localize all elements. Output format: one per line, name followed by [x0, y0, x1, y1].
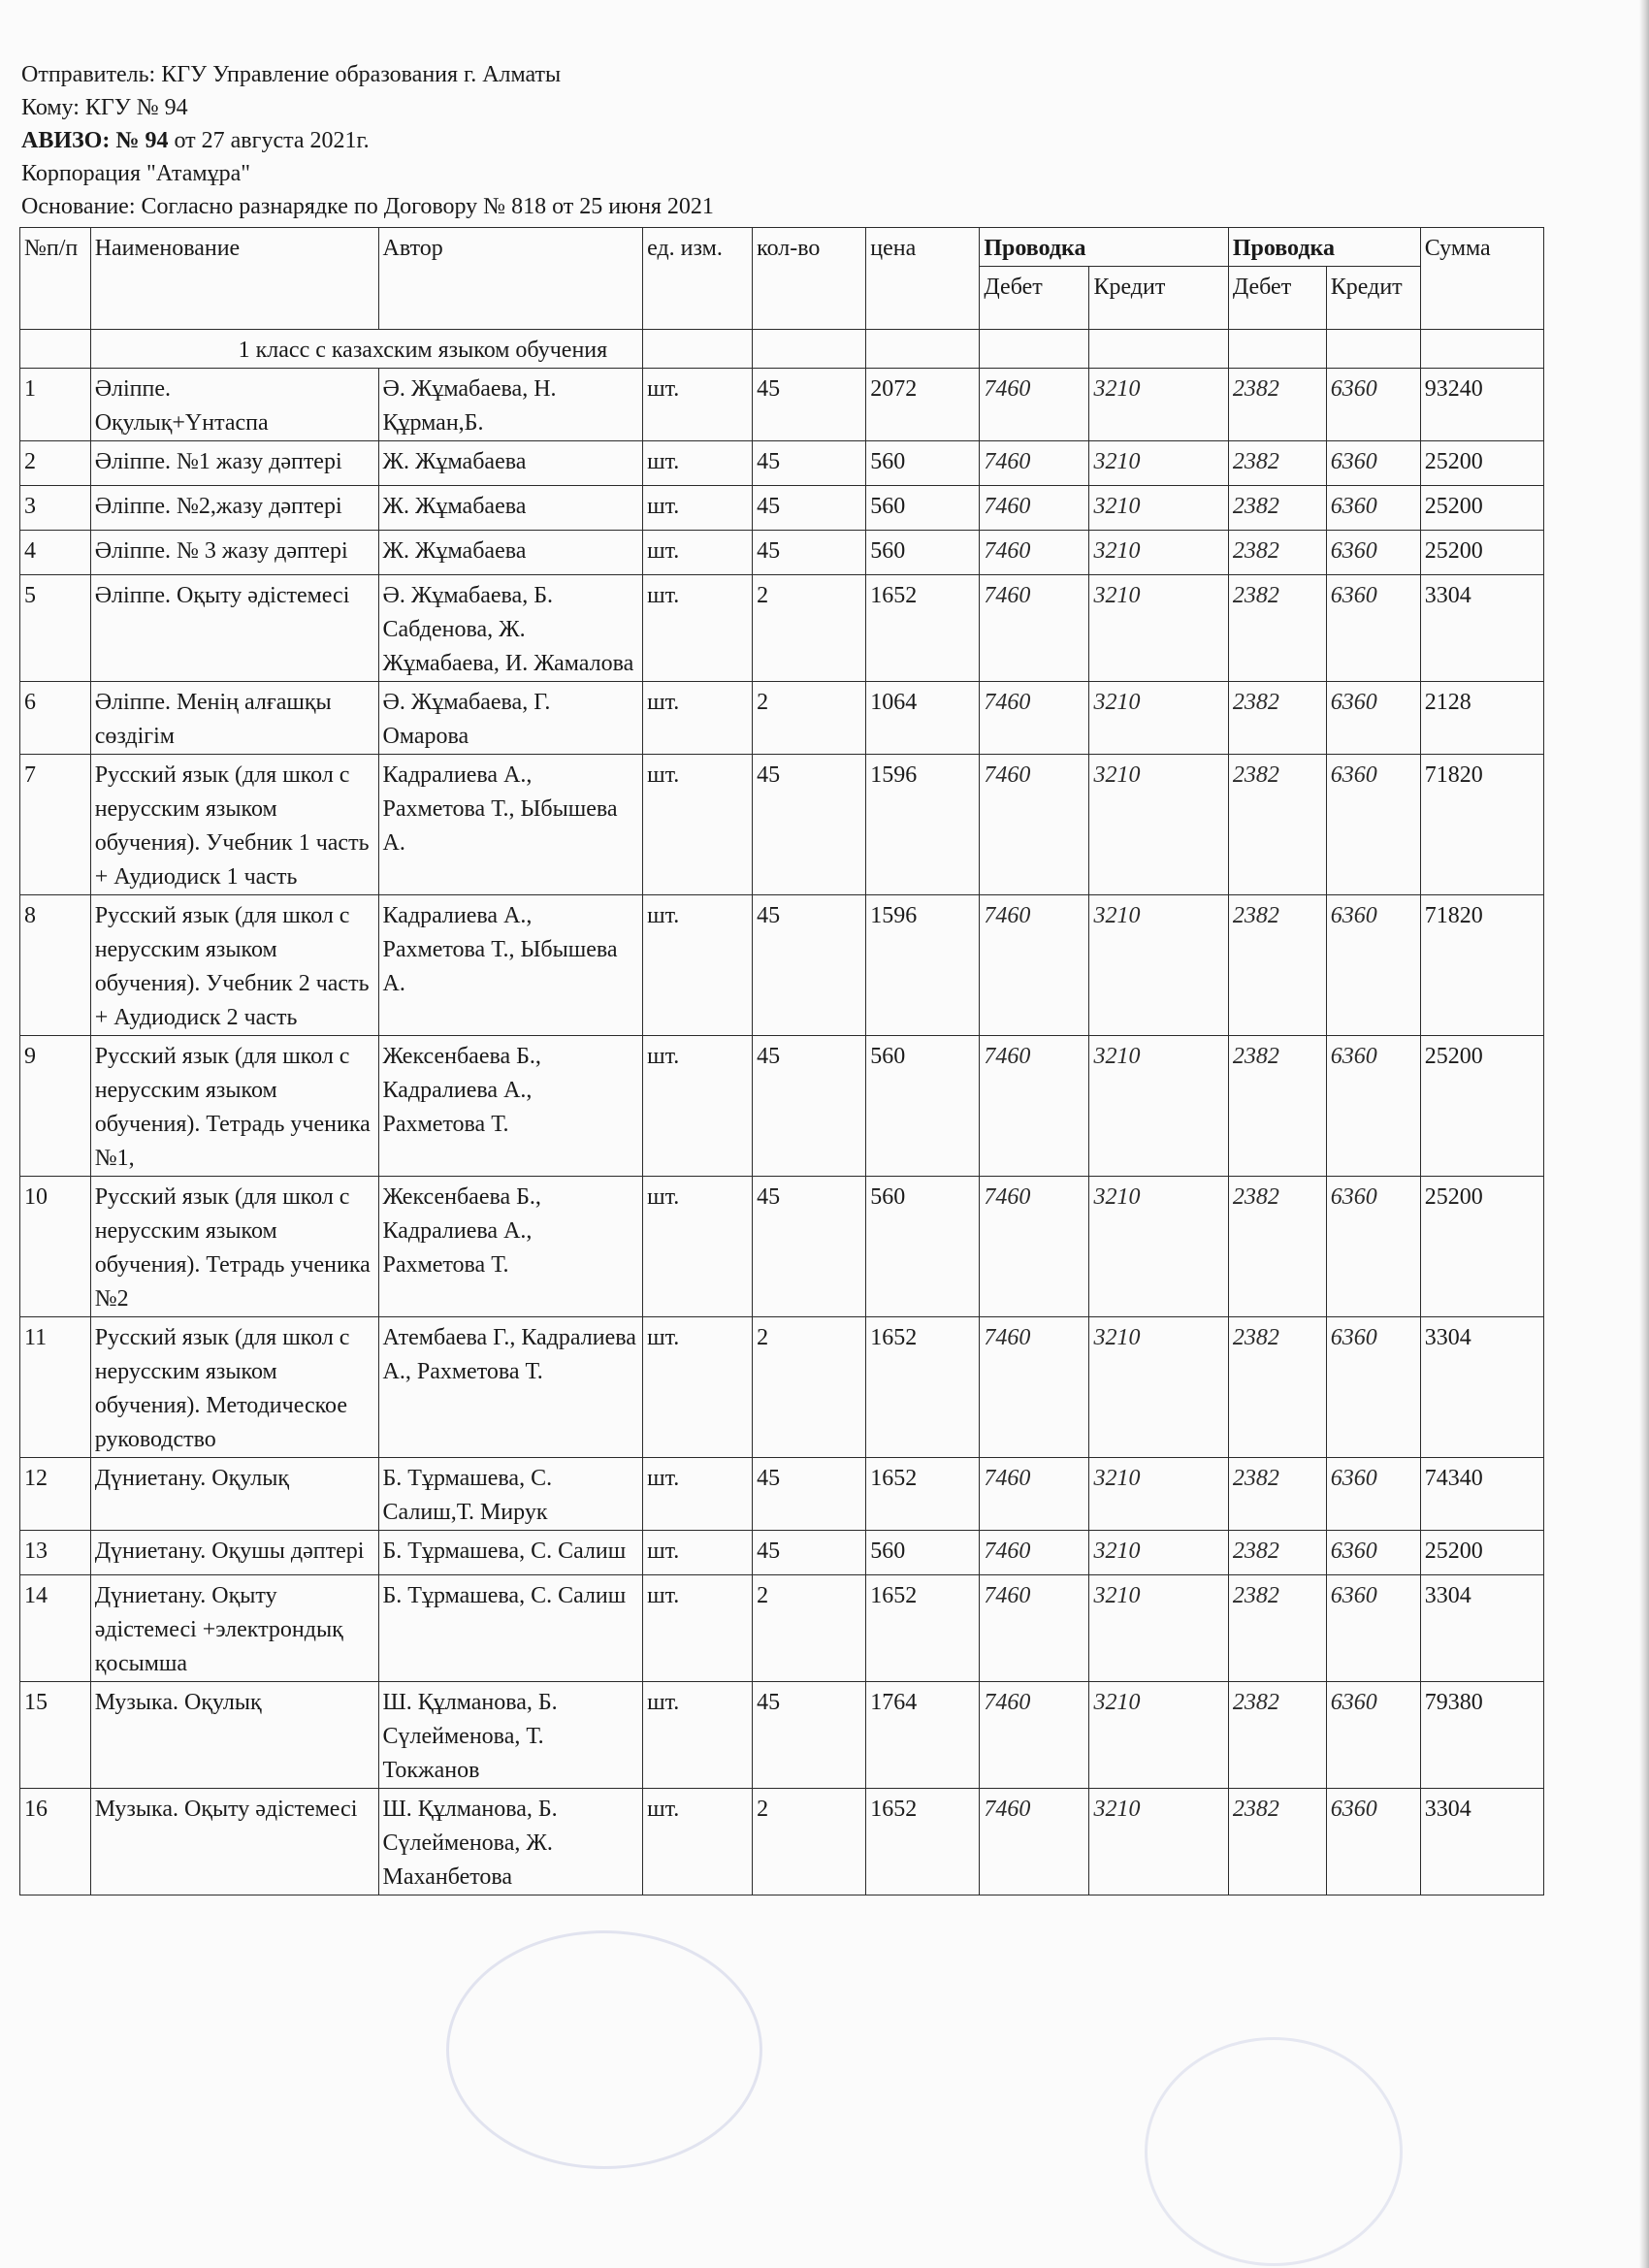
- posting1-credit: 3210: [1089, 575, 1228, 682]
- item-unit: шт.: [643, 1789, 753, 1895]
- item-unit: шт.: [643, 755, 753, 895]
- item-sum: 2128: [1420, 682, 1543, 755]
- row-number: 8: [20, 895, 91, 1036]
- posting1-debit: 7460: [980, 755, 1089, 895]
- posting1-credit: 3210: [1089, 682, 1228, 755]
- item-sum: 79380: [1420, 1682, 1543, 1789]
- stamp-ghost-2: [1145, 2037, 1403, 2266]
- item-quantity: 45: [753, 486, 866, 531]
- posting1-credit: 3210: [1089, 1458, 1228, 1531]
- item-name: Әліппе. Менің алғашқы сөздігім: [90, 682, 378, 755]
- posting2-debit: 2382: [1228, 1036, 1326, 1177]
- document-header: [21, 58, 1535, 223]
- item-sum: 25200: [1420, 1177, 1543, 1317]
- table-row: [20, 486, 1544, 531]
- row-number: 5: [20, 575, 91, 682]
- row-number: 13: [20, 1531, 91, 1575]
- row-number: 12: [20, 1458, 91, 1531]
- posting2-credit: 6360: [1326, 486, 1420, 531]
- item-name: Дүниетану. Оқыту әдістемесі +электрондық қосымша: [90, 1575, 378, 1682]
- posting1-debit: 7460: [980, 486, 1089, 531]
- item-unit: шт.: [643, 1177, 753, 1317]
- item-quantity: 2: [753, 1575, 866, 1682]
- item-author: Кадралиева А., Рахметова Т., Ыбышева А.: [378, 755, 643, 895]
- item-sum: 71820: [1420, 895, 1543, 1036]
- col-header-sum: Сумма: [1420, 228, 1543, 330]
- row-number: 14: [20, 1575, 91, 1682]
- posting2-debit: 2382: [1228, 1575, 1326, 1682]
- posting1-debit: 7460: [980, 575, 1089, 682]
- posting1-credit: 3210: [1089, 486, 1228, 531]
- item-price: 1652: [866, 1789, 980, 1895]
- posting2-credit: 6360: [1326, 1458, 1420, 1531]
- item-name: Русский язык (для школ с нерусским языком обучения). Учебник 1 часть + Аудиодиск 1 часть: [90, 755, 378, 895]
- item-sum: 3304: [1420, 575, 1543, 682]
- row-number: 16: [20, 1789, 91, 1895]
- posting1-debit: 7460: [980, 895, 1089, 1036]
- avizo-number: АВИЗО: № 94: [21, 128, 169, 153]
- posting1-credit: 3210: [1089, 369, 1228, 441]
- item-quantity: 45: [753, 1036, 866, 1177]
- col-header-posting-1: Проводка: [980, 228, 1228, 267]
- table-row: [20, 1317, 1544, 1458]
- posting1-credit: 3210: [1089, 1531, 1228, 1575]
- posting2-debit: 2382: [1228, 1317, 1326, 1458]
- row-number: 4: [20, 531, 91, 575]
- item-unit: шт.: [643, 1036, 753, 1177]
- item-unit: шт.: [643, 1575, 753, 1682]
- table-row: [20, 575, 1544, 682]
- item-price: 1652: [866, 1575, 980, 1682]
- row-number: 6: [20, 682, 91, 755]
- table-row: [20, 1789, 1544, 1895]
- item-author: Ж. Жұмабаева: [378, 486, 643, 531]
- item-quantity: 45: [753, 895, 866, 1036]
- item-sum: 25200: [1420, 1036, 1543, 1177]
- item-author: Ш. Құлманова, Б. Сүлейменова, Т. Токжанов: [378, 1682, 643, 1789]
- posting2-credit: 6360: [1326, 682, 1420, 755]
- item-quantity: 2: [753, 1317, 866, 1458]
- item-name: Әліппе. №2,жазу дәптері: [90, 486, 378, 531]
- row-number: 2: [20, 441, 91, 486]
- item-name: Дүниетану. Оқулық: [90, 1458, 378, 1531]
- item-unit: шт.: [643, 575, 753, 682]
- posting2-credit: 6360: [1326, 1531, 1420, 1575]
- item-author: Ж. Жұмабаева: [378, 441, 643, 486]
- row-number: 10: [20, 1177, 91, 1317]
- item-name: Әліппе. №1 жазу дәптері: [90, 441, 378, 486]
- item-name: Музыка. Оқыту әдістемесі: [90, 1789, 378, 1895]
- col-header-unit: ед. изм.: [643, 228, 753, 330]
- posting1-debit: 7460: [980, 531, 1089, 575]
- table-row: [20, 682, 1544, 755]
- item-sum: 71820: [1420, 755, 1543, 895]
- item-author: Жексенбаева Б., Кадралиева А., Рахметова Т.: [378, 1177, 643, 1317]
- item-quantity: 2: [753, 575, 866, 682]
- posting2-credit: 6360: [1326, 1317, 1420, 1458]
- item-quantity: 45: [753, 1177, 866, 1317]
- item-sum: 74340: [1420, 1458, 1543, 1531]
- sender-line: Отправитель: КГУ Управление образования г. Алматы: [21, 62, 562, 87]
- row-number: 15: [20, 1682, 91, 1789]
- posting2-debit: 2382: [1228, 1177, 1326, 1317]
- item-author: Б. Тұрмашева, С. Салиш: [378, 1575, 643, 1682]
- recipient-line: Кому: КГУ № 94: [21, 95, 188, 120]
- posting1-credit: 3210: [1089, 755, 1228, 895]
- item-price: 1764: [866, 1682, 980, 1789]
- item-quantity: 45: [753, 755, 866, 895]
- col-header-name: Наименование: [90, 228, 378, 330]
- item-quantity: 45: [753, 369, 866, 441]
- avizo-line: [21, 124, 1535, 157]
- basis-line: Основание: Согласно разнарядке по Договору № 818 от 25 июня 2021: [21, 194, 714, 219]
- item-author: Ә. Жұмабаева, Н. Құрман,Б.: [378, 369, 643, 441]
- avizo-table: [19, 227, 1544, 1895]
- item-unit: шт.: [643, 441, 753, 486]
- row-number: 11: [20, 1317, 91, 1458]
- col-header-qty: кол-во: [753, 228, 866, 330]
- posting2-credit: 6360: [1326, 1682, 1420, 1789]
- item-name: Дүниетану. Оқушы дәптері: [90, 1531, 378, 1575]
- row-number: 3: [20, 486, 91, 531]
- table-row: [20, 1177, 1544, 1317]
- item-quantity: 45: [753, 441, 866, 486]
- posting2-debit: 2382: [1228, 1789, 1326, 1895]
- posting1-debit: 7460: [980, 441, 1089, 486]
- table-body: [20, 330, 1544, 1895]
- item-author: Б. Тұрмашева, С. Салиш,Т. Мирук: [378, 1458, 643, 1531]
- posting2-debit: 2382: [1228, 895, 1326, 1036]
- posting2-debit: 2382: [1228, 441, 1326, 486]
- posting1-debit: 7460: [980, 1575, 1089, 1682]
- posting1-debit: 7460: [980, 1789, 1089, 1895]
- item-price: 560: [866, 531, 980, 575]
- posting2-debit: 2382: [1228, 369, 1326, 441]
- posting2-credit: 6360: [1326, 369, 1420, 441]
- posting2-credit: 6360: [1326, 1177, 1420, 1317]
- item-unit: шт.: [643, 1317, 753, 1458]
- item-price: 560: [866, 1036, 980, 1177]
- posting2-credit: 6360: [1326, 441, 1420, 486]
- posting2-debit: 2382: [1228, 575, 1326, 682]
- item-author: Жексенбаева Б., Кадралиева А., Рахметова Т.: [378, 1036, 643, 1177]
- item-sum: 3304: [1420, 1575, 1543, 1682]
- posting2-debit: 2382: [1228, 1682, 1326, 1789]
- section-row: [20, 330, 1544, 369]
- item-author: Ә. Жұмабаева, Г. Омарова: [378, 682, 643, 755]
- posting2-credit: 6360: [1326, 895, 1420, 1036]
- posting1-debit: 7460: [980, 1682, 1089, 1789]
- posting2-credit: 6360: [1326, 1575, 1420, 1682]
- item-unit: шт.: [643, 1458, 753, 1531]
- item-unit: шт.: [643, 682, 753, 755]
- item-quantity: 45: [753, 1458, 866, 1531]
- posting1-debit: 7460: [980, 1036, 1089, 1177]
- posting2-debit: 2382: [1228, 755, 1326, 895]
- table-row: [20, 441, 1544, 486]
- table-row: [20, 1036, 1544, 1177]
- posting1-credit: 3210: [1089, 441, 1228, 486]
- item-price: 1596: [866, 895, 980, 1036]
- col-header-credit-1: Кредит: [1089, 267, 1228, 330]
- posting2-debit: 2382: [1228, 1531, 1326, 1575]
- item-author: Атембаева Г., Кадралиева А., Рахметова Т.: [378, 1317, 643, 1458]
- corporation-line: Корпорация "Атамұра": [21, 161, 251, 186]
- posting1-credit: 3210: [1089, 1789, 1228, 1895]
- posting1-debit: 7460: [980, 682, 1089, 755]
- item-price: 1596: [866, 755, 980, 895]
- table-row: [20, 1458, 1544, 1531]
- posting2-debit: 2382: [1228, 531, 1326, 575]
- posting1-debit: 7460: [980, 1177, 1089, 1317]
- col-header-debit-2: Дебет: [1228, 267, 1326, 330]
- table-row: [20, 1682, 1544, 1789]
- item-price: 560: [866, 1177, 980, 1317]
- item-sum: 25200: [1420, 531, 1543, 575]
- item-author: Ә. Жұмабаева, Б. Сабденова, Ж. Жұмабаева, И. Жамалова: [378, 575, 643, 682]
- posting1-credit: 3210: [1089, 1317, 1228, 1458]
- item-sum: 3304: [1420, 1789, 1543, 1895]
- table-row: [20, 531, 1544, 575]
- col-header-posting-2: Проводка: [1228, 228, 1420, 267]
- item-unit: шт.: [643, 1531, 753, 1575]
- table-row: [20, 369, 1544, 441]
- item-price: 560: [866, 1531, 980, 1575]
- posting2-debit: 2382: [1228, 1458, 1326, 1531]
- posting2-credit: 6360: [1326, 531, 1420, 575]
- table-row: [20, 895, 1544, 1036]
- item-quantity: 45: [753, 1682, 866, 1789]
- posting1-credit: 3210: [1089, 1036, 1228, 1177]
- posting2-credit: 6360: [1326, 1789, 1420, 1895]
- item-unit: шт.: [643, 486, 753, 531]
- table-row: [20, 755, 1544, 895]
- posting2-credit: 6360: [1326, 1036, 1420, 1177]
- table-row: [20, 1531, 1544, 1575]
- posting1-debit: 7460: [980, 1458, 1089, 1531]
- item-name: Русский язык (для школ с нерусским языком обучения). Тетрадь ученика №1,: [90, 1036, 378, 1177]
- item-name: Әліппе. № 3 жазу дәптері: [90, 531, 378, 575]
- item-price: 1652: [866, 1458, 980, 1531]
- item-quantity: 45: [753, 1531, 866, 1575]
- item-name: Русский язык (для школ с нерусским языком обучения). Учебник 2 часть + Аудиодиск 2 часть: [90, 895, 378, 1036]
- posting1-credit: 3210: [1089, 1682, 1228, 1789]
- row-number: 7: [20, 755, 91, 895]
- col-header-credit-2: Кредит: [1326, 267, 1420, 330]
- item-name: Әліппе. Оқулық+Үнтаспа: [90, 369, 378, 441]
- item-quantity: 45: [753, 531, 866, 575]
- posting1-debit: 7460: [980, 369, 1089, 441]
- stamp-ghost: [446, 1930, 762, 2169]
- posting1-debit: 7460: [980, 1317, 1089, 1458]
- item-price: 1652: [866, 1317, 980, 1458]
- item-price: 560: [866, 441, 980, 486]
- posting1-credit: 3210: [1089, 895, 1228, 1036]
- item-unit: шт.: [643, 531, 753, 575]
- item-name: Музыка. Оқулық: [90, 1682, 378, 1789]
- item-price: 1064: [866, 682, 980, 755]
- item-price: 2072: [866, 369, 980, 441]
- section-title: 1 класс с казахским языком обучения: [90, 330, 642, 369]
- item-sum: 25200: [1420, 486, 1543, 531]
- col-header-author: Автор: [378, 228, 643, 330]
- item-quantity: 2: [753, 682, 866, 755]
- posting2-debit: 2382: [1228, 682, 1326, 755]
- item-price: 560: [866, 486, 980, 531]
- item-unit: шт.: [643, 369, 753, 441]
- col-header-debit-1: Дебет: [980, 267, 1089, 330]
- col-header-price: цена: [866, 228, 980, 330]
- item-sum: 93240: [1420, 369, 1543, 441]
- row-number: 9: [20, 1036, 91, 1177]
- item-price: 1652: [866, 575, 980, 682]
- posting2-credit: 6360: [1326, 575, 1420, 682]
- posting1-debit: 7460: [980, 1531, 1089, 1575]
- item-unit: шт.: [643, 895, 753, 1036]
- page-edge-shadow: [1639, 0, 1649, 2268]
- item-quantity: 2: [753, 1789, 866, 1895]
- posting1-credit: 3210: [1089, 531, 1228, 575]
- item-author: Ш. Құлманова, Б. Сүлейменова, Ж. Маханбетова: [378, 1789, 643, 1895]
- posting1-credit: 3210: [1089, 1177, 1228, 1317]
- item-name: Әліппе. Оқыту әдістемесі: [90, 575, 378, 682]
- item-author: Кадралиева А., Рахметова Т., Ыбышева А.: [378, 895, 643, 1036]
- posting1-credit: 3210: [1089, 1575, 1228, 1682]
- item-author: Б. Тұрмашева, С. Салиш: [378, 1531, 643, 1575]
- item-sum: 25200: [1420, 1531, 1543, 1575]
- posting2-credit: 6360: [1326, 755, 1420, 895]
- item-name: Русский язык (для школ с нерусским языком обучения). Тетрадь ученика №2: [90, 1177, 378, 1317]
- row-number: 1: [20, 369, 91, 441]
- posting2-debit: 2382: [1228, 486, 1326, 531]
- item-sum: 3304: [1420, 1317, 1543, 1458]
- item-sum: 25200: [1420, 441, 1543, 486]
- col-header-num: №п/п: [20, 228, 91, 330]
- table-row: [20, 1575, 1544, 1682]
- item-author: Ж. Жұмабаева: [378, 531, 643, 575]
- avizo-date: от 27 августа 2021г.: [168, 128, 370, 153]
- item-unit: шт.: [643, 1682, 753, 1789]
- item-name: Русский язык (для школ с нерусским языком обучения). Методическое руководство: [90, 1317, 378, 1458]
